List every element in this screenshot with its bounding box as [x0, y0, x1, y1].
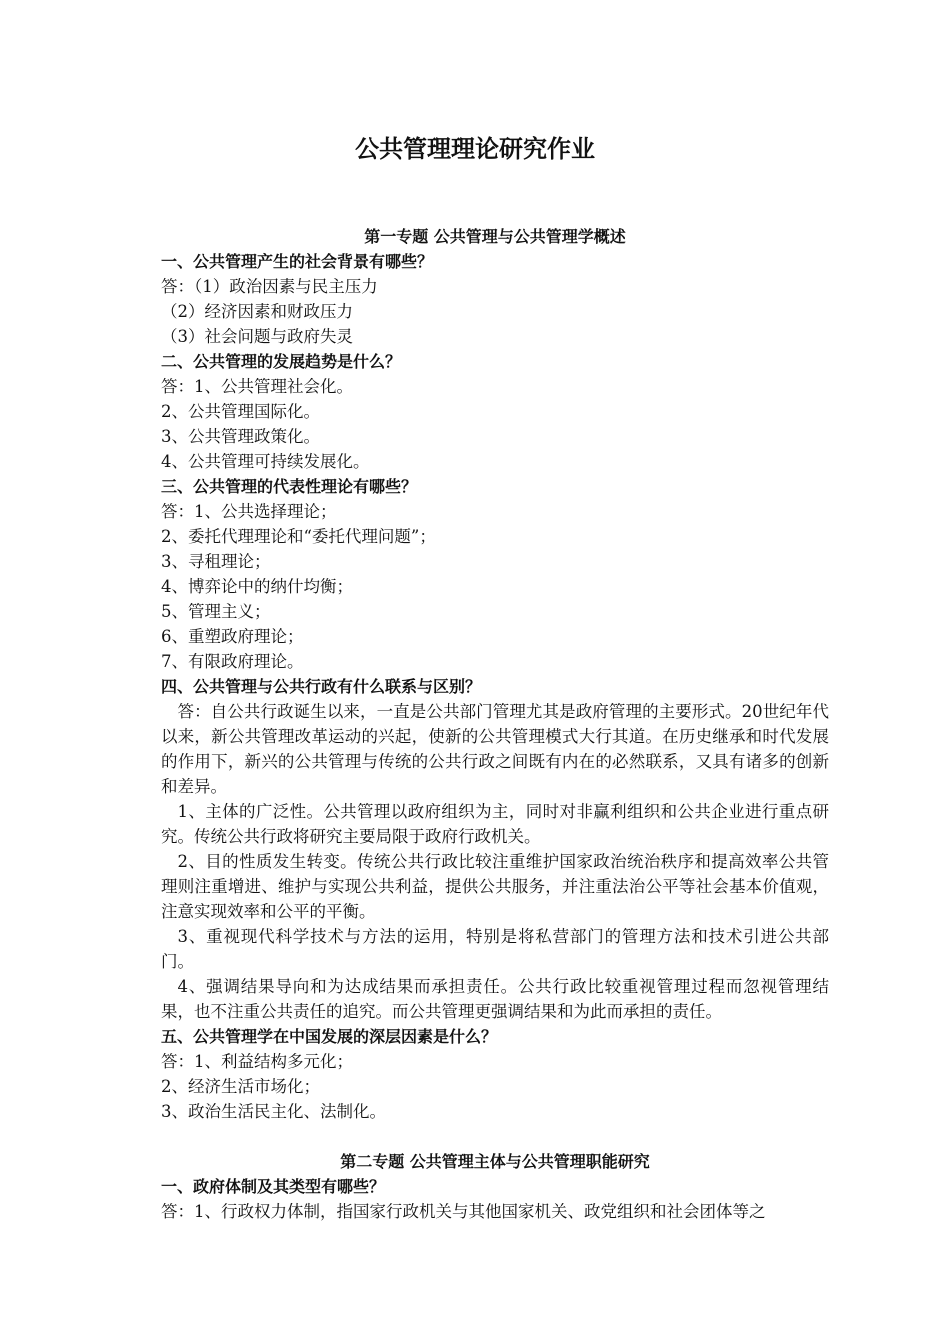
document-body: [161, 224, 829, 1224]
answer-line: 答：1、公共选择理论；: [161, 502, 337, 521]
answer-line: 5、管理主义；: [161, 602, 271, 621]
answer-paragraph: 2、目的性质发生转变。传统公共行政比较注重维护国家政治统治秩序和提高效率公共管理则注重增进、维护与实现公共利益，提供公共服务，并注重法治公平等社会基本价值观，注意实现效率和公平的平衡。: [161, 852, 829, 921]
answer-line: 4、公共管理可持续发展化。: [161, 452, 370, 471]
answer-line: 答：1、利益结构多元化；: [161, 1052, 353, 1071]
section-heading: 第一专题 公共管理与公共管理学概述: [364, 227, 626, 246]
answer-line: 3、政治生活民主化、法制化。: [161, 1102, 386, 1121]
answer-line: 6、重塑政府理论；: [161, 627, 304, 646]
question-heading: 五、公共管理学在中国发展的深层因素是什么？: [161, 1027, 498, 1046]
answer-line: 答：1、行政权力体制，指国家行政机关与其他国家机关、政党组织和社会团体等之: [161, 1202, 766, 1221]
answer-paragraph: 1、主体的广泛性。公共管理以政府组织为主，同时对非赢利组织和公共企业进行重点研究。传统公共行政将研究主要局限于政府行政机关。: [161, 802, 829, 846]
answer-line: 4、博弈论中的纳什均衡；: [161, 577, 353, 596]
section-spacer: [161, 1124, 829, 1149]
answer-line: （3）社会问题与政府失灵: [161, 327, 353, 346]
answer-paragraph: 4、强调结果导向和为达成结果而承担责任。公共行政比较重视管理过程而忽视管理结果，也不注重公共责任的追究。而公共管理更强调结果和为此而承担的责任。: [161, 977, 829, 1021]
question-heading: 三、公共管理的代表性理论有哪些？: [161, 477, 418, 496]
answer-line: 2、经济生活市场化；: [161, 1077, 320, 1096]
answer-line: 答：（1）政治因素与民主压力: [161, 277, 378, 296]
answer-line: 2、委托代理理论和“委托代理问题”；: [161, 527, 436, 546]
document-title: 公共管理理论研究作业: [355, 135, 595, 163]
answer-line: （2）经济因素和财政压力: [161, 302, 353, 321]
question-heading: 四、公共管理与公共行政有什么联系与区别？: [161, 677, 482, 696]
answer-line: 3、公共管理政策化。: [161, 427, 320, 446]
answer-line: 答：1、公共管理社会化。: [161, 377, 353, 396]
answer-line: 7、有限政府理论。: [161, 652, 304, 671]
question-heading: 一、政府体制及其类型有哪些？: [161, 1177, 386, 1196]
answer-line: 3、寻租理论；: [161, 552, 271, 571]
answer-paragraph: 答：自公共行政诞生以来，一直是公共部门管理尤其是政府管理的主要形式。20世纪年代以来，新公共管理改革运动的兴起，使新的公共管理模式大行其道。在历史继承和时代发展的作用下，新兴的公共管理与传统的公共行政之间既有内在的必然联系，又具有诸多的创新和差异。: [161, 702, 829, 796]
answer-line: 2、公共管理国际化。: [161, 402, 320, 421]
question-heading: 二、公共管理的发展趋势是什么？: [161, 352, 402, 371]
answer-paragraph: 3、重视现代科学技术与方法的运用，特别是将私营部门的管理方法和技术引进公共部门。: [161, 927, 829, 971]
question-heading: 一、公共管理产生的社会背景有哪些？: [161, 252, 434, 271]
section-heading: 第二专题 公共管理主体与公共管理职能研究: [340, 1152, 650, 1171]
